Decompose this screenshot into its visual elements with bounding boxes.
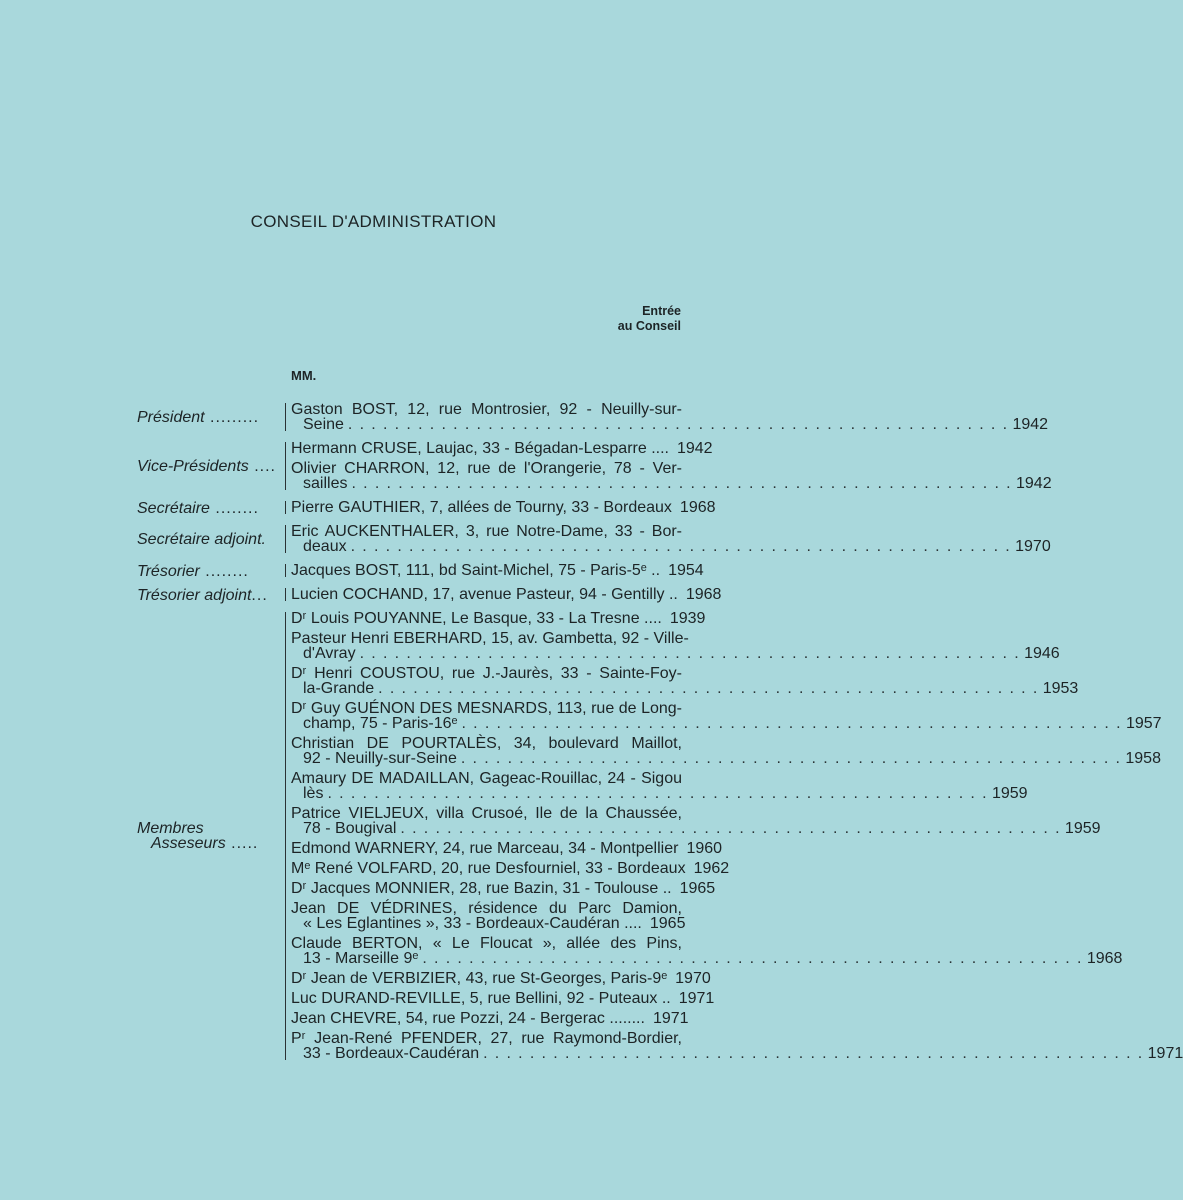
separator-bar [285, 588, 286, 601]
entry-year: 1959 [1064, 820, 1101, 837]
separator-bar [285, 442, 286, 490]
member-entry [291, 586, 722, 603]
entry-year: 1953 [1042, 680, 1079, 697]
member-line1: Jean DE VÉDRINES, résidence du Parc Damion, [291, 900, 682, 917]
role-line2 [137, 836, 281, 851]
member-line2-text: la-Grande [303, 680, 375, 697]
separator-bar [285, 403, 286, 431]
entry-year: 1939 [669, 610, 706, 627]
member-line1-row [291, 586, 722, 603]
member-line2 [291, 1045, 1183, 1062]
leader-dots: . . . . . . . . . . . . . . . . . . . . . . . . . . . . . . . . . . . . . . . . . . . . . . . . . . . . . . . . . [422, 950, 1083, 967]
entry-year: 1971 [678, 990, 715, 1007]
member-line1-row [291, 440, 713, 457]
member-line1-row [291, 860, 730, 877]
member-line2 [291, 475, 1052, 492]
role-text: Secrétaire adjoint. [137, 531, 266, 548]
member-entry [291, 1010, 689, 1027]
member-entry [291, 770, 1028, 802]
role-label [137, 563, 281, 581]
member-line1: Edmond WARNERY, 24, rue Marceau, 34 - Montpellier [291, 840, 679, 857]
member-entry [291, 630, 1060, 662]
separator-bar [285, 564, 286, 577]
role-label [137, 409, 281, 427]
page-title: CONSEIL D'ADMINISTRATION [250, 212, 497, 231]
role-label [137, 821, 281, 851]
separator-bar [285, 501, 286, 514]
entry-year: 1946 [1024, 645, 1060, 662]
separator-bar [285, 612, 286, 1060]
entry-year: 1968 [1086, 950, 1123, 967]
member-line2 [291, 645, 1060, 662]
role-text: Trésorier [137, 562, 200, 580]
member-line1: Dʳ Louis POUYANNE, Le Basque, 33 - La Tresne .... [291, 610, 662, 627]
member-entry [291, 900, 686, 932]
member-entry [291, 700, 1162, 732]
member-line2 [291, 950, 1123, 967]
member-line1-row [291, 970, 711, 987]
leader-dots: . . . . . . . . . . . . . . . . . . . . . . . . . . . . . . . . . . . . . . . . . . . . . . . . . . . . . . . . . [359, 645, 1021, 662]
member-line2 [291, 820, 1101, 837]
entry-year: 1962 [693, 860, 730, 877]
entry-year: 1971 [652, 1010, 689, 1027]
entry-year: 1942 [676, 440, 713, 457]
member-entry [291, 440, 713, 457]
entry-year: 1959 [991, 785, 1028, 802]
member-line1-row [291, 990, 715, 1007]
member-line1: Luc DURAND-REVILLE, 5, rue Bellini, 92 - Puteaux .. [291, 990, 671, 1007]
member-line2 [291, 715, 1162, 732]
member-line1: Dʳ Jean de VERBIZIER, 43, rue St-Georges, Paris-9ᵉ [291, 970, 668, 987]
member-entry [291, 401, 1049, 433]
member-entry [291, 805, 1101, 837]
role-text: Secrétaire [137, 499, 210, 517]
mm-label: MM. [291, 368, 317, 383]
entry-year: 1968 [685, 586, 722, 603]
member-line2-text: 92 - Neuilly-sur-Seine [303, 750, 457, 767]
member-line2-text: lès [303, 785, 324, 802]
leader-dots: . . . . . . . . . . . . . . . . . . . . . . . . . . . . . . . . . . . . . . . . . . . . . . . . . . . . . . . . . [327, 785, 988, 802]
entry-year: 1971 [1147, 1045, 1183, 1062]
member-line2 [291, 915, 686, 932]
member-line1: Pʳ Jean-René PFENDER, 27, rue Raymond-Bordier, [291, 1030, 682, 1047]
member-line1: Jean CHEVRE, 54, rue Pozzi, 24 - Bergerac ........ [291, 1010, 645, 1027]
entry-year: 1960 [686, 840, 723, 857]
entry-year: 1965 [679, 880, 716, 897]
role-text: Président [137, 409, 205, 426]
role-dots: ......... [204, 409, 260, 426]
role-text: Trésorier adjoint [137, 586, 252, 604]
leader-dots: . . . . . . . . . . . . . . . . . . . . . . . . . . . . . . . . . . . . . . . . . . . . . . . . . . . . . . . . . [347, 416, 1009, 433]
member-line1: Claude BERTON, « Le Floucat », allée des Pins, [291, 935, 682, 952]
member-entry [291, 610, 706, 627]
member-line2-text: d'Avray [303, 645, 356, 662]
member-line1: Christian DE POURTALÈS, 34, boulevard Maillot, [291, 735, 682, 752]
member-line2-text: 78 - Bougival [303, 820, 397, 837]
role-dots: .... [248, 458, 276, 475]
member-entry [291, 523, 1051, 555]
role-label [137, 531, 281, 549]
member-line1-row [291, 610, 706, 627]
member-line1: Dʳ Henri COUSTOU, rue J.-Jaurès, 33 - Sainte-Foy- [291, 665, 682, 682]
leader-dots: . . . . . . . . . . . . . . . . . . . . . . . . . . . . . . . . . . . . . . . . . . . . . . . . . . . . . . . . . [350, 538, 1012, 555]
member-line2-text: champ, 75 - Paris-16ᵉ [303, 715, 458, 732]
role-label [137, 587, 281, 605]
leader-dots: . . . . . . . . . . . . . . . . . . . . . . . . . . . . . . . . . . . . . . . . . . . . . . . . . . . . . . . . . [378, 680, 1039, 697]
column-header-entree [618, 304, 681, 334]
member-line1: Dʳ Jacques MONNIER, 28, rue Bazin, 31 - Toulouse .. [291, 880, 672, 897]
entree-line2: au Conseil [617, 319, 681, 333]
member-entry [291, 840, 723, 857]
entry-year: 1942 [1016, 475, 1052, 492]
entry-year: 1968 [679, 499, 716, 516]
member-line2-text: 13 - Marseille 9ᵉ [303, 950, 419, 967]
member-line1: Jacques BOST, 111, bd Saint-Michel, 75 - Paris-5ᵉ .. [291, 562, 661, 579]
member-entry [291, 880, 716, 897]
member-entry [291, 499, 716, 516]
leader-dots: . . . . . . . . . . . . . . . . . . . . . . . . . . . . . . . . . . . . . . . . . . . . . . . . . . . . . . . . . [461, 715, 1122, 732]
member-line2 [291, 680, 1079, 697]
member-entry [291, 860, 730, 877]
member-line1-row [291, 1010, 689, 1027]
entree-line1: Entrée [642, 304, 681, 318]
role-line1: Membres [137, 820, 204, 837]
role-dots: ... [251, 586, 268, 604]
member-entry [291, 735, 1161, 767]
member-line1: Olivier CHARRON, 12, rue de l'Orangerie, 78 - Ver- [291, 460, 682, 477]
role-text: Vice-Présidents [137, 458, 249, 475]
member-line1: Gaston BOST, 12, rue Montrosier, 92 - Neuilly-sur- [291, 401, 682, 418]
role-label [137, 458, 281, 476]
member-line2-text: « Les Eglantines », 33 - Bordeaux-Caudéran .... [303, 915, 642, 932]
role-dots: ..... [225, 835, 259, 852]
member-line2-text: Seine [303, 416, 344, 433]
leader-dots: . . . . . . . . . . . . . . . . . . . . . . . . . . . . . . . . . . . . . . . . . . . . . . . . . . . . . . . . . [400, 820, 1061, 837]
entry-year: 1957 [1125, 715, 1162, 732]
entry-year: 1958 [1125, 750, 1161, 767]
member-line2 [291, 416, 1049, 433]
separator-bar [285, 525, 286, 553]
member-line1-row [291, 499, 716, 516]
member-line1: Hermann CRUSE, Laujac, 33 - Bégadan-Lesparre .... [291, 440, 669, 457]
role-dots: ........ [199, 562, 249, 580]
entry-year: 1970 [675, 970, 711, 987]
member-line2-text: deaux [303, 538, 347, 555]
member-line1: Pasteur Henri EBERHARD, 15, av. Gambetta, 92 - Ville- [291, 630, 689, 647]
entry-year: 1965 [649, 915, 686, 932]
leader-dots: . . . . . . . . . . . . . . . . . . . . . . . . . . . . . . . . . . . . . . . . . . . . . . . . . . . . . . . . . [460, 750, 1122, 767]
member-entry [291, 1030, 1183, 1062]
member-entry [291, 935, 1123, 967]
member-line1-row [291, 880, 716, 897]
leader-dots: . . . . . . . . . . . . . . . . . . . . . . . . . . . . . . . . . . . . . . . . . . . . . . . . . . . . . . . . . [351, 475, 1012, 492]
leader-dots: . . . . . . . . . . . . . . . . . . . . . . . . . . . . . . . . . . . . . . . . . . . . . . . . . . . . . . . . . [483, 1045, 1144, 1062]
member-line1: Dʳ Guy GUÉNON DES MESNARDS, 113, rue de Long- [291, 700, 682, 717]
member-entry [291, 460, 1052, 492]
member-line1: Eric AUCKENTHALER, 3, rue Notre-Dame, 33 - Bor- [291, 523, 682, 540]
member-line1: Pierre GAUTHIER, 7, allées de Tourny, 33 - Bordeaux [291, 499, 672, 516]
member-entry [291, 970, 711, 987]
entry-year: 1942 [1012, 416, 1049, 433]
member-line2 [291, 785, 1028, 802]
member-line1: Lucien COCHAND, 17, avenue Pasteur, 94 - Gentilly .. [291, 586, 678, 603]
member-line1: Mᵉ René VOLFARD, 20, rue Desfourniel, 33 - Bordeaux [291, 860, 686, 877]
member-line2-text: 33 - Bordeaux-Caudéran [303, 1045, 480, 1062]
role-dots: ........ [209, 499, 259, 517]
entry-year: 1954 [668, 562, 704, 579]
member-entry [291, 562, 704, 579]
member-line1-row [291, 562, 704, 579]
member-line2-text: sailles [303, 475, 348, 492]
entry-year: 1970 [1015, 538, 1051, 555]
member-line1: Patrice VIELJEUX, villa Crusoé, Ile de la Chaussée, [291, 805, 682, 822]
member-entry [291, 665, 1079, 697]
member-line2 [291, 750, 1161, 767]
role-line2-text: Asseseurs [151, 835, 226, 852]
member-entry [291, 990, 715, 1007]
member-line1: Amaury DE MADAILLAN, Gageac-Rouillac, 24 - Sigou [291, 770, 682, 787]
role-label [137, 500, 281, 518]
member-line1-row [291, 840, 723, 857]
member-line2 [291, 538, 1051, 555]
